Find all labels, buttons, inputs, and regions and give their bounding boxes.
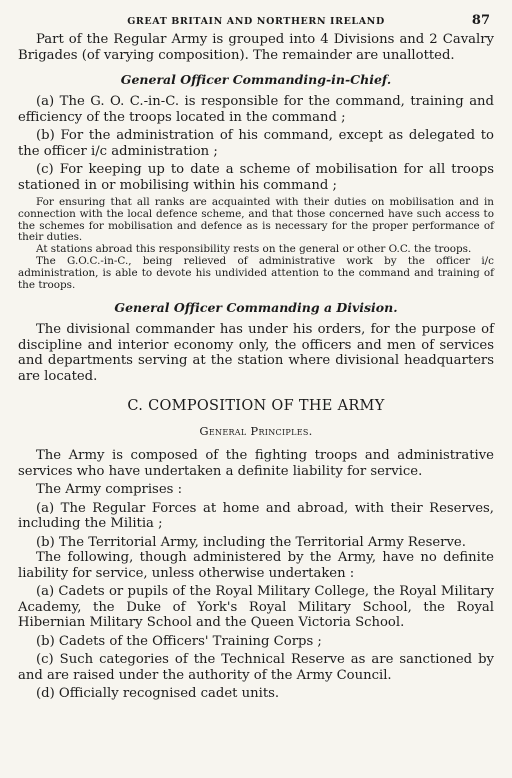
composition-item-a: (a) The Regular Forces at home and abroad, with their Reserves, including the Militia ; xyxy=(18,500,494,532)
running-title: GREAT BRITAIN AND NORTHERN IRELAND xyxy=(127,16,385,27)
subheading-general-principles: General Principles. xyxy=(199,424,313,439)
goc-paragraph-b: (b) For the administration of his command, except as delegated to the officer i/c administration ; xyxy=(18,128,494,159)
composition-paragraph-1: The Army is composed of the fighting troops and administrative services who have undertaken a definite liability for service. xyxy=(18,448,494,479)
intro-paragraph: Part of the Regular Army is grouped into 4 Divisions and 2 Cavalry Brigades (of varying composition). The remainder are unallotted. xyxy=(18,32,494,63)
composition-item-cadets-a: (a) Cadets or pupils of the Royal Military College, the Royal Military Academy, the Duke of York's Royal Military School, the Royal Hibernian Military School and the Queen Victoria School. xyxy=(18,584,494,631)
goc-paragraph-a: (a) The G. O. C.-in-C. is responsible for the command, training and efficiency of the troops located in the command ; xyxy=(18,94,494,125)
composition-item-cadets-d: (d) Officially recognised cadet units. xyxy=(36,686,280,702)
running-header xyxy=(18,10,494,32)
goc-note-2: At stations abroad this responsibility rests on the general or other O.C. the troops. xyxy=(36,243,472,256)
composition-paragraph-3: The following, though administered by the Army, have no definite liability for service, unless otherwise undertaken : xyxy=(18,550,494,581)
division-paragraph: The divisional commander has under his orders, for the purpose of discipline and interior economy only, the officers and men of services and departments serving at the station where divisional headquarters are located. xyxy=(18,322,494,384)
composition-item-b: (b) The Territorial Army, including the Territorial Army Reserve. xyxy=(36,534,466,550)
composition-item-cadets-c: (c) Such categories of the Technical Reserve as are sanctioned by and are raised under the authority of the Army Council. xyxy=(18,652,494,683)
page-number: 87 xyxy=(471,13,490,28)
heading-goc-in-chief: General Officer Commanding-in-Chief. xyxy=(120,72,392,87)
goc-note-3: The G.O.C.-in-C., being relieved of administrative work by the officer i/c administration, is able to devote his undivided attention to the command and training of the troops. xyxy=(18,254,494,291)
goc-paragraph-c: (c) For keeping up to date a scheme of mobilisation for all troops stationed in or mobilising within his command ; xyxy=(18,162,494,193)
composition-paragraph-2: The Army comprises : xyxy=(36,482,183,498)
heading-goc-division: General Officer Commanding a Division. xyxy=(114,300,398,316)
goc-note-1: For ensuring that all ranks are acquainted with their duties on mobilisation and in connection with the local defence scheme, and that those concerned have such access to the schemes for mobilisation and defence as is necessary for the proper performance of their duties. xyxy=(18,196,494,244)
section-title: C. COMPOSITION OF THE ARMY xyxy=(127,398,385,415)
composition-item-cadets-b: (b) Cadets of the Officers' Training Corps ; xyxy=(36,633,322,649)
